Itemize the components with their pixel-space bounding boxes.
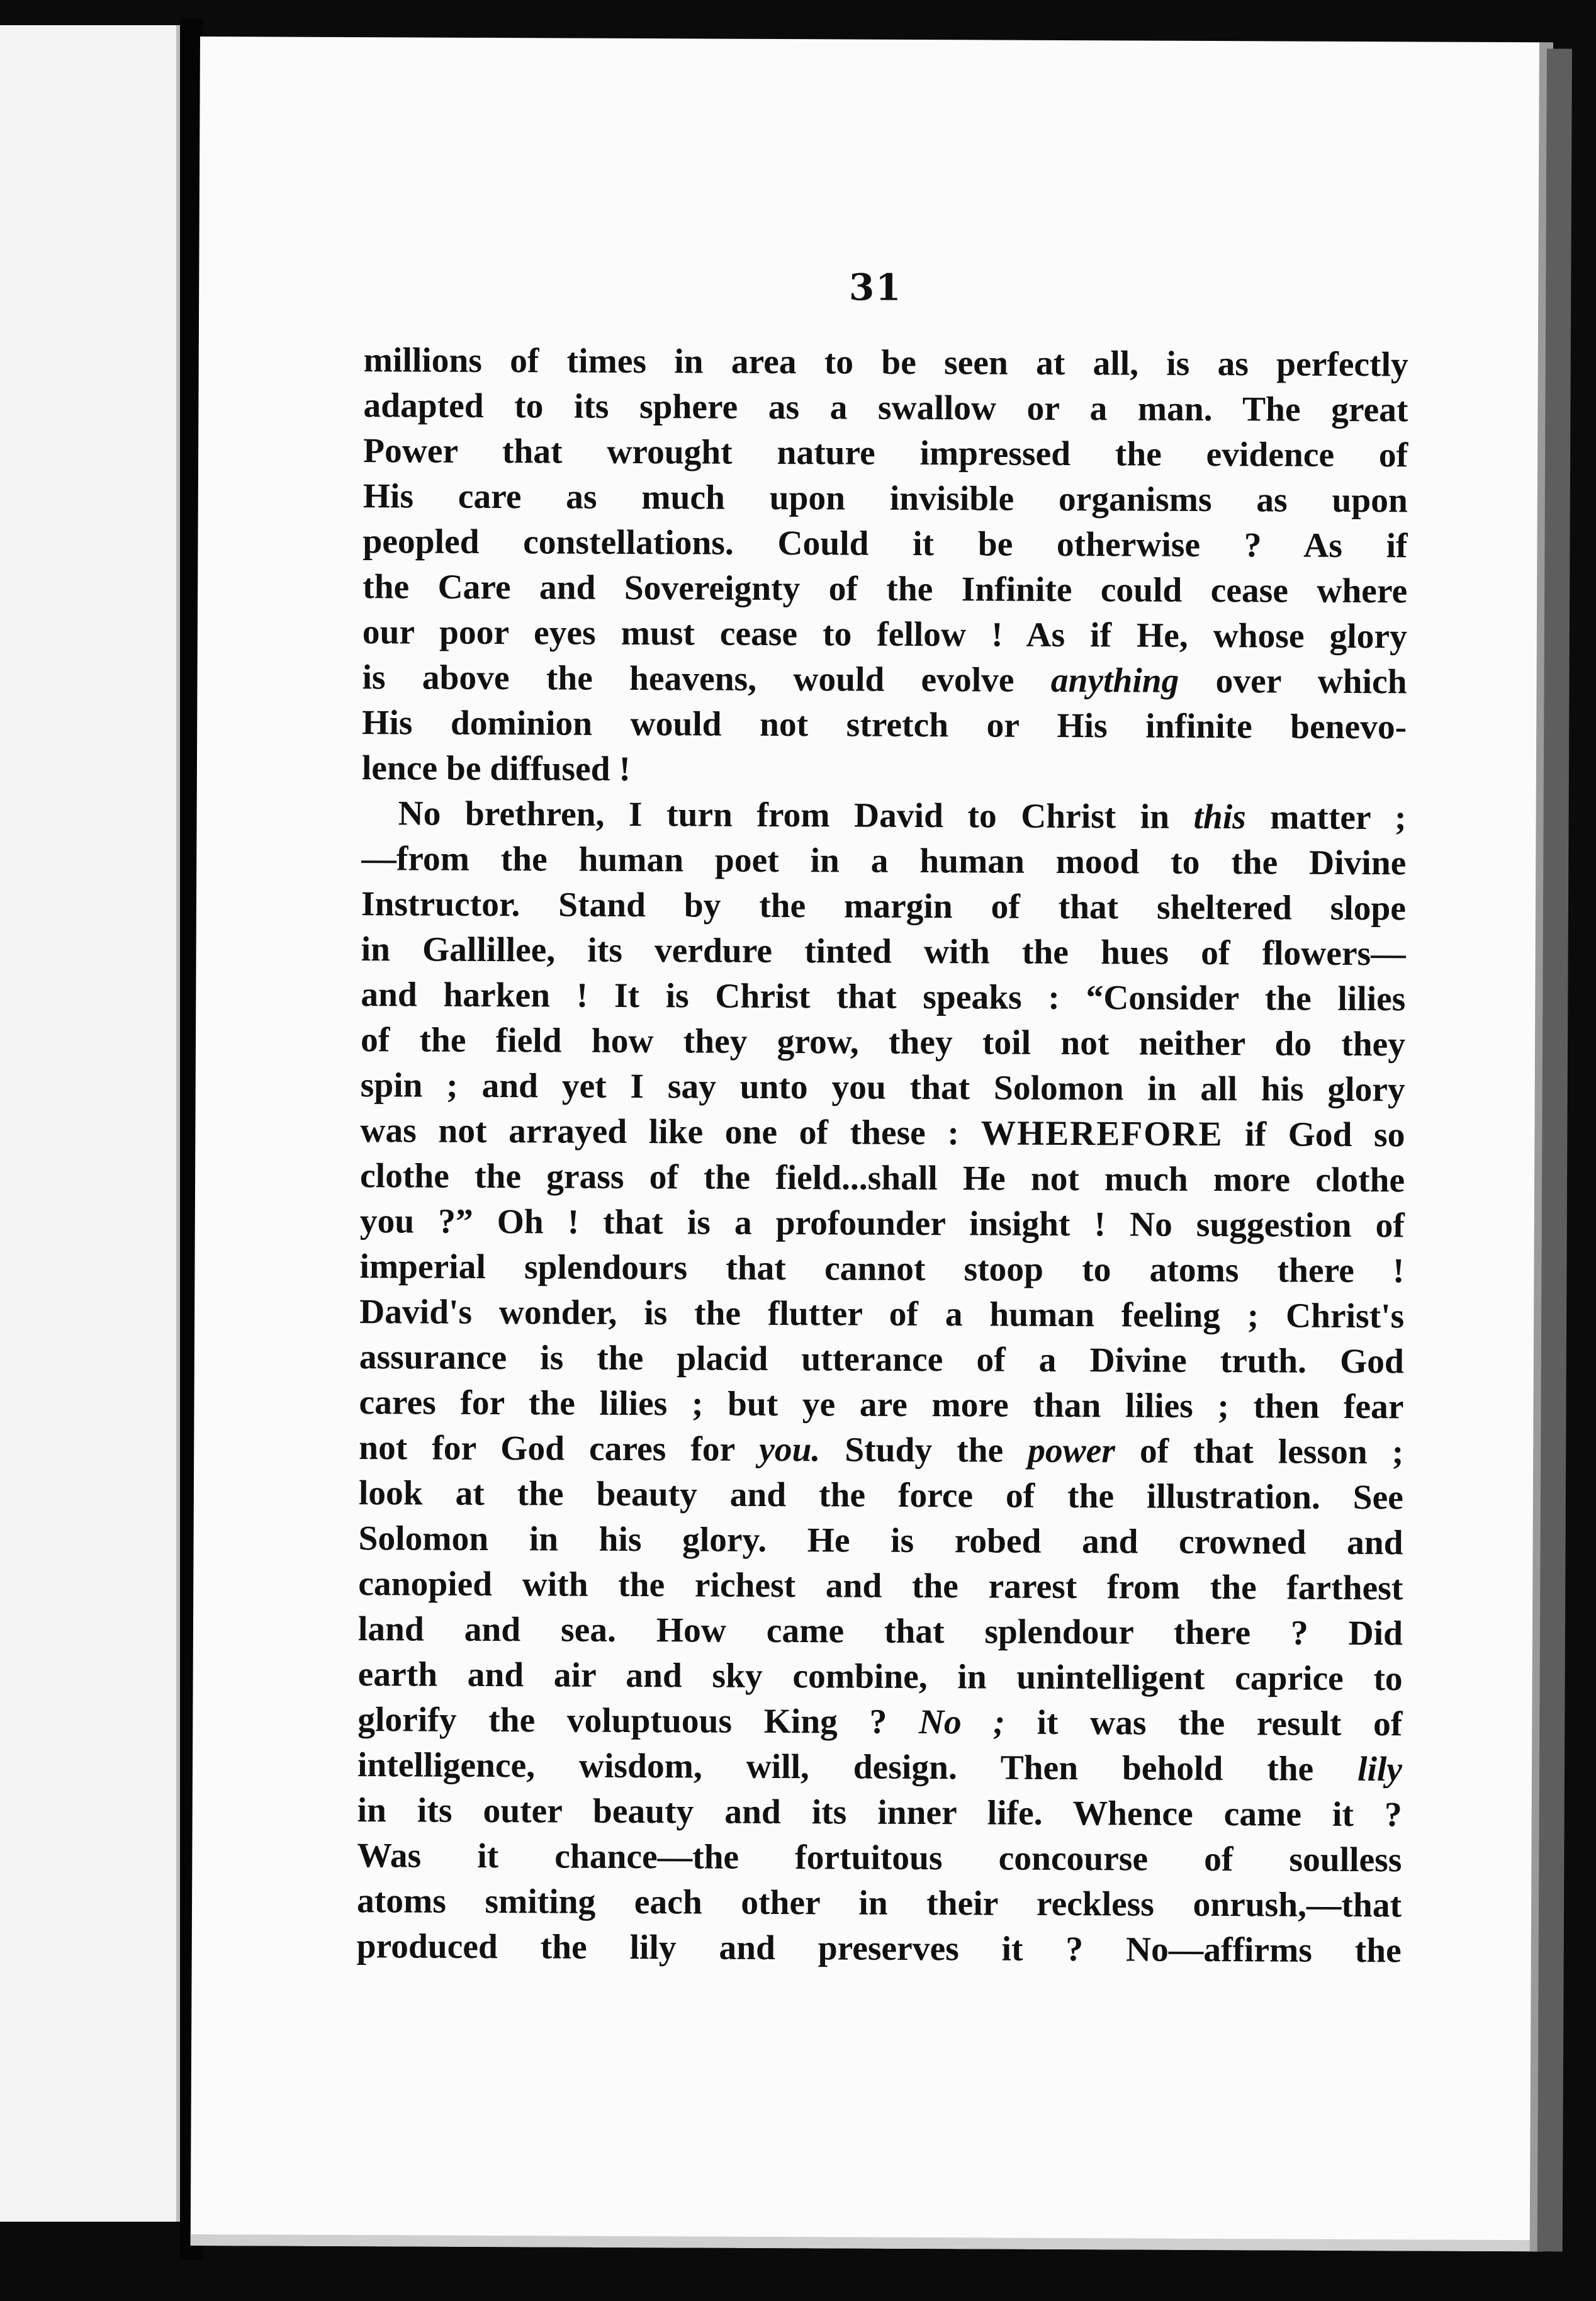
emphasis-anything: anything — [1050, 661, 1179, 700]
text-line: —from the human poet in a human mood to the Divine — [361, 840, 1407, 883]
text-line — [357, 1697, 1402, 1747]
text-line: in Gallillee, its verdure tinted with the hues of flowers— — [361, 930, 1406, 974]
text-line: His dominion would not stretch or His infinite benevo- — [362, 704, 1407, 747]
text-line: of the field how they grow, they toil not neither do they — [360, 1021, 1406, 1064]
text-line: David's wonder, is the flutter of a human feeling ; Christ's — [359, 1293, 1405, 1336]
text-line: look at the beauty and the force of the illustration. See — [358, 1474, 1404, 1517]
text-line — [361, 791, 1406, 841]
text-line: imperial splendours that cannot stoop to atoms there ! — [359, 1247, 1405, 1291]
text-fragment: it was the result of — [1004, 1703, 1403, 1744]
text-line: assurance is the placid utterance of a Divine truth. God — [359, 1338, 1404, 1381]
text-fragment: over which — [1179, 661, 1407, 702]
text-line: Was it chance—the fortuitous concourse of soulless — [357, 1837, 1402, 1880]
text-fragment: No brethren, I turn from David to Christ in — [398, 794, 1194, 836]
text-line: land and sea. How came that splendour there ? Did — [357, 1610, 1403, 1653]
text-line: lence be diffused ! — [361, 749, 631, 789]
page-number: 31 — [848, 266, 902, 309]
page-edge-shadow — [1537, 48, 1572, 2251]
text-fragment: intelligence, wisdom, will, design. Then behold the — [357, 1746, 1358, 1789]
text-line: you ?” Oh ! that is a profounder insight ! No suggestion of — [359, 1202, 1405, 1246]
text-line — [357, 1743, 1402, 1792]
text-line: Power that wrought nature impressed the evidence of — [362, 432, 1408, 475]
text-fragment: was not arrayed like one of these : — [360, 1111, 981, 1153]
facing-page-edge — [0, 25, 180, 2222]
text-line: His care as much upon invisible organisms as upon — [362, 477, 1408, 520]
text-fragment: of that lesson ; — [1115, 1432, 1404, 1472]
text-fragment: not for God cares for — [359, 1429, 760, 1469]
text-fragment: matter ; — [1245, 798, 1407, 838]
text-line: our poor eyes must cease to fellow ! As if He, whose glory — [362, 613, 1407, 656]
text-line: Solomon in his glory. He is robed and crowned and — [358, 1519, 1403, 1563]
text-line: and harken ! It is Christ that speaks : “Consider the lilies — [361, 976, 1406, 1019]
text-line — [360, 1108, 1405, 1158]
text-fragment: if God so — [1223, 1115, 1405, 1155]
text-line: adapted to its sphere as a swallow or a man. The great — [363, 386, 1408, 430]
text-line: cares for the lilies ; but ye are more than lilies ; then fear — [359, 1383, 1404, 1427]
emphasis-you: you. — [759, 1430, 821, 1470]
text-line: produced the lily and preserves it ? No—affirms the — [356, 1927, 1402, 1971]
text-line: canopied with the richest and the rarest from the farthest — [358, 1565, 1403, 1608]
text-line — [359, 1426, 1403, 1475]
text-line: Instructor. Stand by the margin of that sheltered slope — [361, 885, 1407, 928]
text-fragment: is above the heavens, would evolve — [362, 658, 1051, 700]
emphasis-power: power — [1028, 1431, 1116, 1471]
text-line: millions of times in area to be seen at all, is as perfectly — [363, 341, 1408, 385]
emphasis-no: No ; — [918, 1703, 1006, 1742]
emphasis-this: this — [1193, 797, 1247, 837]
emphasis-lily: lily — [1357, 1750, 1403, 1789]
text-line: in its outer beauty and its inner life. Whence came it ? — [357, 1791, 1402, 1835]
text-line: the Care and Sovereignty of the Infinite could cease where — [362, 568, 1408, 611]
emphasis-wherefore: WHEREFORE — [981, 1114, 1223, 1154]
text-line: spin ; and yet I say unto you that Solomon in all his glory — [360, 1066, 1405, 1110]
text-line: atoms smiting each other in their reckless onrush,—that — [356, 1882, 1402, 1925]
page-body-text — [357, 338, 1408, 1974]
text-fragment: glorify the voluptuous King ? — [357, 1701, 919, 1742]
text-line: earth and air and sky combine, in unintelligent caprice to — [357, 1655, 1403, 1699]
text-line — [362, 655, 1407, 705]
text-fragment: Study the — [820, 1431, 1028, 1470]
book-page — [191, 37, 1553, 2251]
text-line: peopled constellations. Could it be otherwise ? As if — [362, 522, 1408, 566]
text-line: clothe the grass of the field...shall He not much more clothe — [359, 1157, 1405, 1200]
